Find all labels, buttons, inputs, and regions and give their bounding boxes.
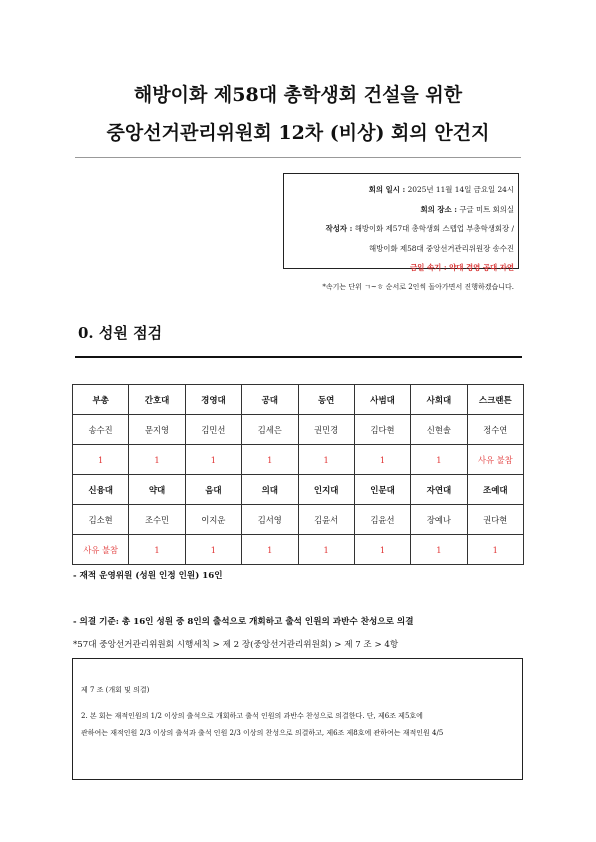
attendance-status-row	[73, 535, 524, 565]
college-header-cell: 신융대	[73, 475, 129, 505]
regulation-excerpt-box	[72, 658, 523, 780]
college-header-cell: 간호대	[129, 385, 185, 415]
meeting-place-value: 구글 미트 회의실	[459, 204, 514, 214]
attendance-status-cell: 1	[354, 445, 410, 475]
regulation-paragraph-line-2: 관하여는 재적인원 2/3 이상의 출석과 출석 인원 2/3 이상의 찬성으로 의결하고, 제6조 제8호에 관하여는 재적인원 4/5	[81, 729, 444, 737]
college-header-cell: 약대	[129, 475, 185, 505]
member-name-cell: 김서영	[242, 505, 298, 535]
member-name-cell: 문지영	[129, 415, 185, 445]
college-header-cell: 조예대	[467, 475, 523, 505]
attendance-status-cell: 1	[129, 445, 185, 475]
meeting-date-label: 회의 일시 :	[368, 185, 406, 194]
attendance-status-cell: 1	[242, 445, 298, 475]
member-name-cell: 김윤서	[298, 505, 354, 535]
member-name-cell: 장예나	[411, 505, 467, 535]
college-header-cell: 공대	[242, 385, 298, 415]
college-header-cell: 자연대	[411, 475, 467, 505]
attendance-status-cell: 1	[185, 445, 241, 475]
college-header-cell: 사범대	[354, 385, 410, 415]
stenography-order: 금일 속기 : 약대 경영 공대 자연	[410, 263, 514, 273]
member-name-row	[73, 415, 524, 445]
attendance-status-cell: 사유 불참	[467, 445, 523, 475]
meeting-place-row	[284, 200, 514, 220]
author-label: 작성자 :	[325, 224, 353, 234]
attendance-status-cell: 1	[185, 535, 241, 565]
meeting-place-label: 회의 장소 :	[420, 204, 457, 214]
author-value-2: 해방이화 제58대 중앙선거관리위원장 송수진	[369, 243, 514, 253]
college-header-cell: 경영대	[185, 385, 241, 415]
member-name-cell: 김민선	[185, 415, 241, 445]
section-title: 0. 성원 점검	[78, 324, 163, 342]
section-divider	[75, 356, 522, 358]
college-header-cell: 스크랜튼	[467, 385, 523, 415]
author-row	[284, 219, 514, 239]
title-divider	[75, 157, 521, 158]
staff-count-line: - 재적 운영위원 (성원 인정 인원) 16인	[73, 571, 223, 581]
college-header-cell: 의대	[242, 475, 298, 505]
stenography-note: *속기는 단위 ㄱ~ㅎ 순서로 2인씩 돌아가면서 진행하겠습니다.	[322, 282, 514, 291]
college-header-cell: 부총	[73, 385, 129, 415]
member-name-cell: 김윤선	[354, 505, 410, 535]
regulation-reference-line: *57대 중앙선거관리위원회 시행세칙 > 제 2 장(중앙선거관리위원회) > 제 7 조 > 4항	[73, 640, 399, 650]
college-header-cell: 음대	[185, 475, 241, 505]
attendance-status-cell: 1	[129, 535, 185, 565]
meeting-date-value: 2025년 11월 14일 금요일 24시	[407, 185, 514, 194]
attendance-status-row	[73, 445, 524, 475]
member-name-cell: 권민경	[298, 415, 354, 445]
college-header-cell: 인문대	[354, 475, 410, 505]
college-header-row	[73, 475, 524, 505]
regulation-heading: 제 7 조 (개회 및 의결)	[81, 686, 150, 694]
member-name-cell: 권다현	[467, 505, 523, 535]
regulation-paragraph-line-1: 2. 본 회는 재적인원의 1/2 이상의 출석으로 개회하고 출석 인원의 과반수 찬성으로 의결한다. 단, 제6조 제5호에	[81, 712, 423, 720]
member-name-cell: 이지운	[185, 505, 241, 535]
member-name-row	[73, 505, 524, 535]
document-title-line2: 중앙선거관리위원회 12차 (비상) 회의 안건지	[106, 122, 490, 144]
attendance-status-cell: 1	[298, 535, 354, 565]
college-header-row	[73, 385, 524, 415]
meeting-info-box	[283, 173, 519, 291]
member-name-cell: 김다현	[354, 415, 410, 445]
attendance-status-cell: 1	[411, 445, 467, 475]
attendance-status-cell: 1	[354, 535, 410, 565]
attendance-status-cell: 1	[242, 535, 298, 565]
college-header-cell: 사회대	[411, 385, 467, 415]
member-name-cell: 정수연	[467, 415, 523, 445]
meeting-date-row	[284, 180, 514, 200]
attendance-status-cell: 1	[467, 535, 523, 565]
attendance-table	[72, 384, 524, 565]
college-header-cell: 인지대	[298, 475, 354, 505]
member-name-cell: 신현솔	[411, 415, 467, 445]
attendance-status-cell: 사유 불참	[73, 535, 129, 565]
member-name-cell: 김세은	[242, 415, 298, 445]
member-name-cell: 김소현	[73, 505, 129, 535]
college-header-cell: 동연	[298, 385, 354, 415]
quorum-rule-line: - 의결 기준: 총 16인 성원 중 8인의 출석으로 개회하고 출석 인원의 과반수 찬성으로 의결	[73, 617, 414, 627]
document-title-line1: 해방이화 제58대 총학생회 건설을 위한	[133, 84, 463, 106]
member-name-cell: 송수진	[73, 415, 129, 445]
author-row-2	[284, 239, 514, 259]
attendance-status-cell: 1	[411, 535, 467, 565]
attendance-status-cell: 1	[73, 445, 129, 475]
author-value-1: 해방이화 제57대 총학생회 스텝업 부총학생회장 /	[354, 224, 514, 234]
attendance-status-cell: 1	[298, 445, 354, 475]
member-name-cell: 조수민	[129, 505, 185, 535]
